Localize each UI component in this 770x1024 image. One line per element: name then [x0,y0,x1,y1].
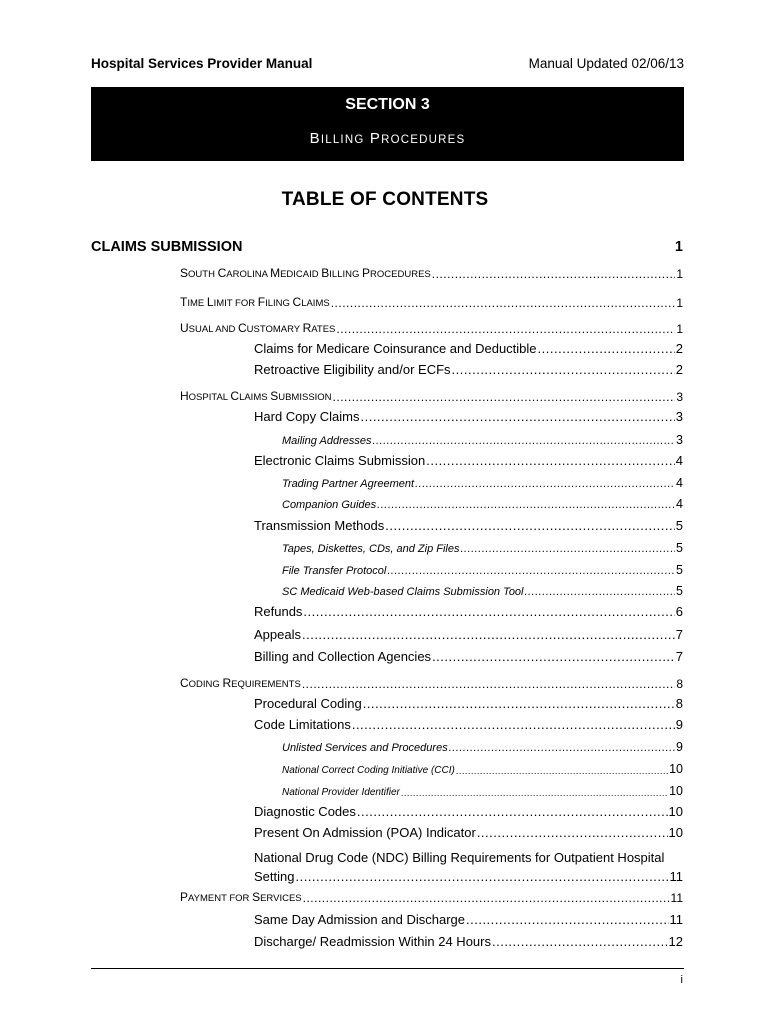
section-title: BILLING PROCEDURES [309,130,466,147]
toc-entry-label: Code Limitations [254,717,351,732]
toc-entry-page: 9 [675,717,683,732]
toc-entry[interactable] [180,891,683,904]
toc-entry-page: 11 [669,912,683,927]
toc-entry-label: Refunds [254,604,303,619]
toc-entry-label: USUAL AND CUSTOMARY RATES [180,321,336,335]
dot-leader [461,544,676,555]
toc-entry-page: 2 [675,341,683,356]
dot-leader [456,767,668,776]
toc-entry-label: Procedural Coding [254,696,362,711]
dot-leader [452,363,675,376]
toc-entry-label: Unlisted Services and Procedures [282,741,448,754]
dot-leader [333,391,676,403]
toc-entry-label: SC Medicaid Web-based Claims Submission Tool [282,585,524,598]
dot-leader [302,628,675,641]
toc-entry-page: 11 [670,890,683,905]
toc-entry[interactable] [180,267,683,280]
toc-entry-page: 10 [669,784,683,798]
toc-entry[interactable] [180,296,683,309]
toc-entry-page: 4 [675,453,683,468]
toc-entry-page: 10 [669,762,683,776]
dot-leader [432,268,676,280]
toc-entry-page: 5 [675,518,683,533]
section-banner [91,87,684,161]
toc-entry-label: Claims for Medicare Coinsurance and Deductible [254,341,537,356]
dot-leader [525,587,676,598]
toc-entry[interactable] [282,542,683,555]
dot-leader [387,566,675,577]
toc-entry[interactable] [282,498,683,511]
toc-entry-label: Transmission Methods [254,518,385,533]
toc-entry[interactable] [282,785,683,798]
toc-main-page: 1 [674,239,683,255]
toc-entry-page: 5 [676,541,683,555]
running-header [91,56,684,71]
toc-entry-label: File Transfer Protocol [282,564,387,577]
toc-entry-page: 1 [676,266,683,281]
dot-leader [331,297,676,309]
toc-entry-page: 1 [676,295,683,310]
toc-entry-label: National Drug Code (NDC) Billing Requirements for Outpatient Hospital [254,850,665,865]
toc-entry-label: TIME LIMIT FOR FILING CLAIMS [180,295,330,309]
toc-entry-page: 3 [676,389,683,404]
toc-entry[interactable] [254,913,683,926]
toc-entry-page: 3 [675,409,683,424]
toc-entry-page: 9 [676,740,683,754]
toc-entry[interactable] [254,935,683,948]
toc-entry[interactable] [282,564,683,577]
toc-entry-label: SOUTH CAROLINA MEDICAID BILLING PROCEDURES [180,266,431,280]
toc-entry[interactable] [180,677,683,690]
toc-entry-label: Diagnostic Codes [254,804,356,819]
dot-leader [363,697,675,710]
dot-leader [295,867,668,886]
dot-leader [449,743,675,754]
toc-entry-page: 1 [676,321,683,336]
toc-entry-label-continued: Setting [254,869,295,884]
dot-leader [415,479,675,490]
toc-entry[interactable] [254,718,683,731]
toc-entry-page: 6 [675,604,683,619]
toc-entry[interactable] [254,519,683,532]
dot-leader [360,410,674,423]
toc-entry-label: Discharge/ Readmission Within 24 Hours [254,934,491,949]
dot-leader [336,323,675,335]
toc-entry-label: Same Day Admission and Discharge [254,912,465,927]
toc-entry-label: PAYMENT FOR SERVICES [180,890,302,904]
toc-entry[interactable] [282,585,683,598]
toc-entry[interactable] [254,628,683,641]
dot-leader [303,892,670,904]
dot-leader [385,519,674,532]
toc-entry-label: National Provider Identifier [282,786,400,798]
toc-entry[interactable] [254,605,683,618]
toc-entry-label: HOSPITAL CLAIMS SUBMISSION [180,389,332,403]
toc-entry-page: 8 [675,696,683,711]
toc-entry-page: 5 [676,563,683,577]
toc-entry-label: Companion Guides [282,498,377,511]
toc-heading: TABLE OF CONTENTS [281,189,489,210]
toc-entry-page: 11 [669,869,683,884]
toc-entry-label: Hard Copy Claims [254,409,360,424]
toc-main-entry[interactable] [91,239,683,255]
toc-entry[interactable] [254,805,683,818]
toc-entry[interactable] [282,434,683,447]
dot-leader [538,342,675,355]
toc-entry-page: 10 [668,804,683,819]
toc-entry[interactable] [254,697,683,710]
dot-leader [426,454,675,467]
toc-entry-label: Mailing Addresses [282,434,372,447]
toc-entry-page: 10 [668,825,683,840]
toc-entry[interactable] [180,322,683,335]
toc-entry[interactable] [282,763,683,776]
toc-entry-label: Billing and Collection Agencies [254,649,432,664]
toc-entry-page: 3 [676,433,683,447]
toc-entry-label: Appeals [254,627,301,642]
dot-leader [372,436,675,447]
toc-entry[interactable] [254,410,683,423]
toc-entry-label: Retroactive Eligibility and/or ECFs [254,362,451,377]
dot-leader [303,605,674,618]
toc-entry-label: CODING REQUIREMENTS [180,676,301,690]
toc-entry-page: 7 [675,627,683,642]
toc-entry[interactable] [254,848,683,886]
toc-entry[interactable] [180,390,683,403]
page-number: i [680,974,683,986]
toc-entry-page: 4 [676,497,683,511]
manual-updated-date: Manual Updated 02/06/13 [528,56,684,71]
toc-entry-page: 5 [676,584,683,598]
dot-leader [302,678,676,690]
toc-entry[interactable] [254,826,683,839]
toc-entry-label: Electronic Claims Submission [254,453,426,468]
section-number: SECTION 3 [345,96,430,113]
toc-entry[interactable] [254,454,683,467]
toc-entry-page: 2 [675,362,683,377]
toc-entry-label: Trading Partner Agreement [282,477,415,490]
dot-leader [352,718,675,731]
toc-entry-page: 8 [676,676,683,691]
manual-title: Hospital Services Provider Manual [91,56,313,71]
toc-entry[interactable] [254,342,683,355]
dot-leader [466,913,669,926]
toc-entry-label: National Correct Coding Initiative (CCI) [282,764,455,776]
dot-leader [377,500,675,511]
toc-entry-page: 4 [676,476,683,490]
dot-leader [432,650,675,663]
toc-entry-page: 7 [675,649,683,664]
toc-entry-label: Tapes, Diskettes, CDs, and Zip Files [282,542,460,555]
dot-leader [477,826,668,839]
footer-divider [91,968,684,969]
dot-leader [357,805,668,818]
dot-leader [401,789,668,798]
toc-entry-label: Present On Admission (POA) Indicator [254,825,476,840]
toc-entry[interactable] [282,477,683,490]
dot-leader [492,935,668,948]
toc-entry[interactable] [282,741,683,754]
toc-entry[interactable] [254,650,683,663]
toc-entry-page: 12 [668,934,683,949]
toc-entry[interactable] [254,363,683,376]
toc-main-label: CLAIMS SUBMISSION [91,239,243,255]
